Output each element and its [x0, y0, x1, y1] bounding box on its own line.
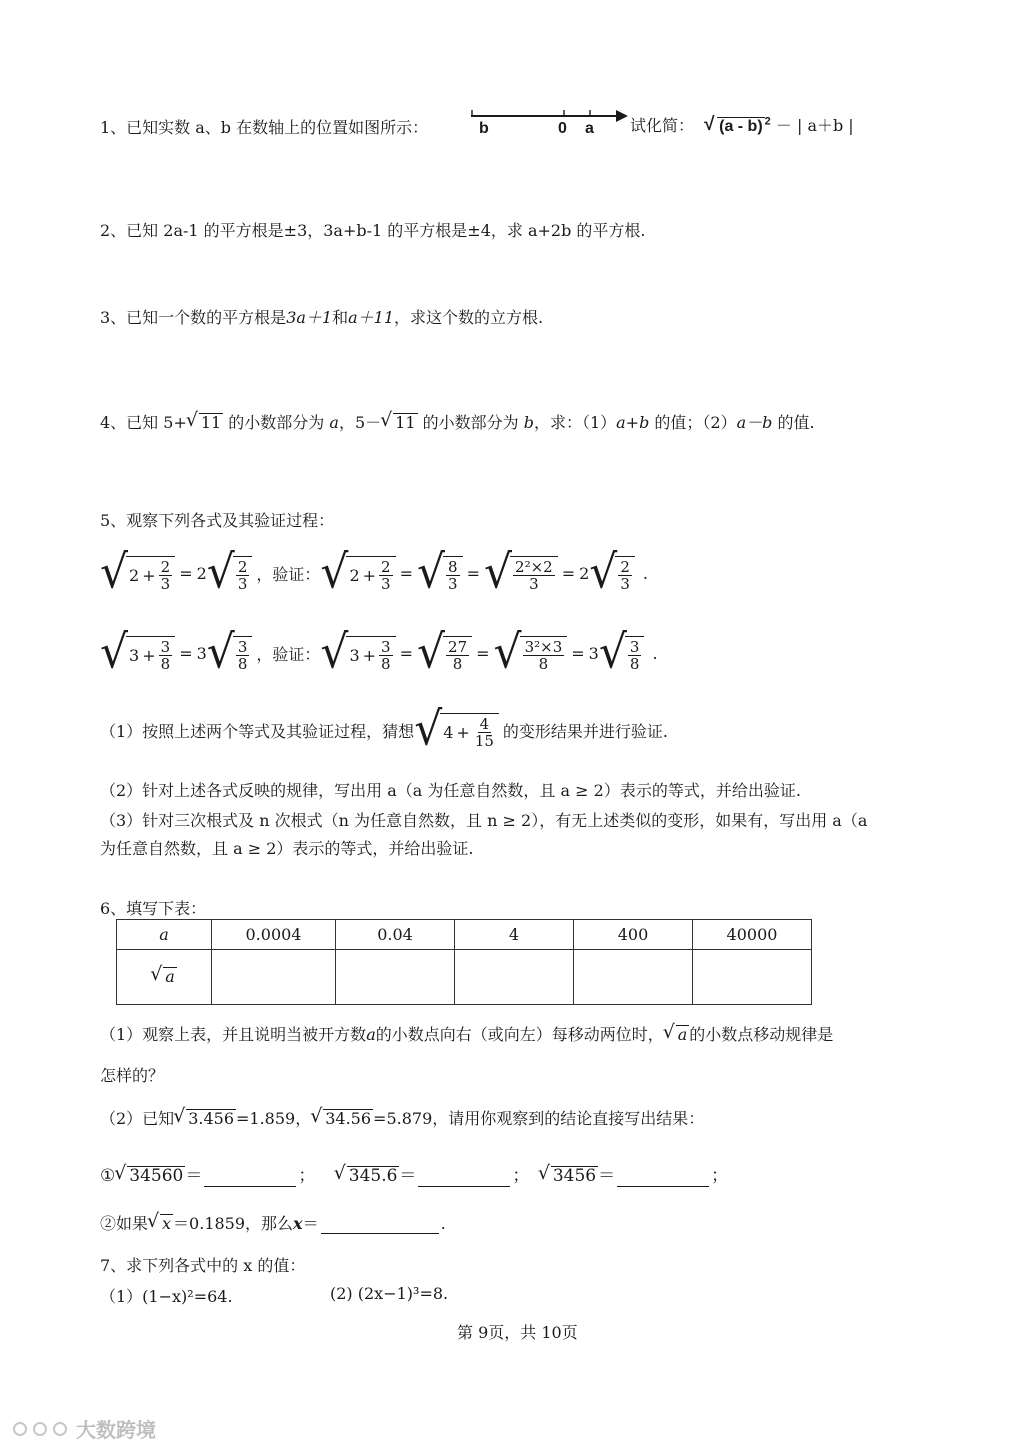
q4-radicand-1: 11 [200, 413, 222, 432]
table-cell: 40000 [693, 920, 812, 950]
expr-rest: － | a＋b | [775, 116, 854, 135]
q4-pre: 4、已知 5+ [100, 413, 187, 432]
q6-fill-2 [100, 1211, 446, 1234]
question-3-post: ，求这个数的立方根. [394, 308, 544, 327]
q5-l2-coef: 3 [196, 643, 207, 663]
q5-l1-rhs-den: 3 [237, 575, 248, 593]
expr-exponent: 2 [764, 115, 771, 128]
q6-c1-sqrt-1 [127, 1166, 185, 1187]
q6-p2-sqrt-2 [323, 1109, 373, 1128]
answer-blank-4[interactable] [321, 1215, 439, 1234]
q4-mid5: 的值；（2） [649, 413, 737, 432]
q5-p3b-text: 为任意自然数，且 a ≥ 2）表示的等式，并给出验证. [100, 839, 474, 858]
q6-c2-r: x [162, 1214, 172, 1233]
q5-l2-v3-num: 3²×3 [524, 637, 563, 656]
sqrt-a-minus-b [717, 117, 765, 136]
q6-part-2 [100, 1106, 704, 1129]
q5-l2-v4-den: 8 [629, 655, 640, 673]
q5-l1-v1: √ 2 + $\frac{2}{3}$ [320, 551, 395, 595]
q6-c1-semi-1: ； [298, 1166, 316, 1186]
q5-intro-text: 5、观察下列各式及其验证过程： [100, 511, 335, 530]
q6-c2-sqrt [160, 1214, 173, 1233]
question-4 [100, 410, 815, 433]
question-5-intro [100, 508, 334, 531]
q4-mid3: 的小数部分为 [417, 413, 524, 432]
q6-p1a-post: 的小数点移动规律是 [689, 1025, 834, 1044]
table-head-sqrt-a [117, 950, 212, 1005]
table-cell-blank [693, 950, 812, 1005]
q5-l1-whole: 2 [129, 566, 140, 585]
q5-p2-text: （2）针对上述各式反映的规律，写出用 a（a 为任意自然数，且 a ≥ 2）表示的等式，并给出验证. [100, 781, 801, 800]
table-row [117, 920, 812, 950]
q6-p1a-mid: 的小数点向右（或向左）每移动两位时， [375, 1025, 664, 1044]
axis-label-b: b [479, 120, 489, 137]
q5-p1-den: 15 [474, 732, 494, 750]
q7-p1-text: （1）(1−x)²=64. [100, 1287, 233, 1306]
question-3-expr-2: a＋11 [348, 308, 395, 327]
q5-p1-radical: √ 4 + $\frac{4}{15}$ [414, 708, 499, 752]
table-head-a: a [117, 920, 212, 950]
q6-c1-mark: ① [100, 1166, 116, 1186]
q6-p2-v1: =1.859 [236, 1109, 296, 1128]
question-1-text: 1、已知实数 a、b 在数轴上的位置如图所示： [100, 118, 429, 137]
question-1 [100, 115, 428, 138]
q6-c1-eq-3: ＝ [598, 1166, 616, 1186]
q6-p2-r1: 3.456 [188, 1109, 234, 1128]
q5-l2-rhs-num: 3 [237, 637, 248, 656]
q6-c2-x: x [293, 1214, 303, 1233]
watermark-logo-icon [12, 1417, 70, 1441]
expr-inner: (a - b) [719, 118, 763, 135]
q5-part-3a [100, 808, 867, 831]
table-cell-blank [212, 950, 336, 1005]
sqrt-11-b [393, 413, 417, 432]
q6-p1a-pre: （1）观察上表，并且说明当被开方数 [100, 1025, 367, 1044]
q6-c1-eq-2: ＝ [399, 1166, 417, 1186]
q5-l1-v3-den: 3 [529, 575, 539, 593]
q6-c1-semi-2: ； [512, 1166, 530, 1186]
q4-mid1: 的小数部分为 [223, 413, 330, 432]
q5-l1-v2-den: 3 [448, 575, 458, 593]
question-6-intro [100, 896, 206, 919]
sqrt-11-a [199, 413, 223, 432]
q5-p1-whole: 4 [443, 723, 454, 742]
q5-equation-1: √ 2 + $\frac{2}{3}$ = 2 √ $\frac{2}{3}$ ，验证： √ 2 + $\frac{2}{3}$ = √ $\frac{8}{3}$ = √ $\frac{\text{2²×2}}{3}$ = 2 √ $\frac{2}{3}$ . [100, 545, 648, 600]
q4-mid2: ，5－ [338, 413, 382, 432]
q5-p3a-text: （3）针对三次根式及 n 次根式（n 为任意自然数，且 n ≥ 2），有无上述类似的变形，如果有，写出用 a（a [100, 811, 868, 830]
q5-l2-v1-den: 8 [381, 655, 391, 673]
q4-var-b: b [523, 413, 534, 432]
question-3-expr-1: 3a＋1 [286, 308, 333, 327]
q5-l1-v2: √ $\frac{8}{3}$ [417, 551, 463, 595]
q5-p1-post: 的变形结果并进行验证. [502, 721, 669, 741]
q7-p2-text: (2) (2x−1)³=8. [330, 1284, 449, 1303]
q7-intro-text: 7、求下列各式中的 x 的值： [100, 1256, 306, 1275]
sqrt-a-var: a [165, 967, 175, 987]
table-cell: 0.0004 [212, 920, 336, 950]
q6-fill-1 [100, 1161, 728, 1187]
q6-c1-sqrt-3 [551, 1166, 598, 1187]
q5-l1-lhs: √ 2 + $\frac{2}{3}$ [100, 551, 175, 595]
q5-l1-v4-num: 2 [620, 557, 630, 576]
q5-l2-verify: ，验证： [256, 644, 321, 664]
question-3-pre: 3、已知一个数的平方根是 [100, 308, 287, 327]
table-cell: 400 [574, 920, 693, 950]
table-cell-blank [336, 950, 455, 1005]
q6-p2-pre: （2）已知 [100, 1109, 175, 1128]
q5-l1-den: 3 [160, 575, 171, 593]
question-1-tail: 试化简： [630, 116, 695, 135]
question-3 [100, 305, 543, 328]
q5-l2-v1: √ 3 + $\frac{3}{8}$ [320, 631, 395, 675]
q4-mid4: ，求：（1） [533, 413, 617, 432]
q5-l2-v4-num: 3 [629, 637, 640, 656]
q7-part-1 [100, 1284, 233, 1307]
q5-p1-num: 4 [479, 714, 490, 733]
table-cell-blank [455, 950, 574, 1005]
q4-end: 的值. [772, 413, 815, 432]
answer-blank-3[interactable] [617, 1168, 709, 1187]
q5-equation-2: √ 3 + $\frac{3}{8}$ = 3 √ $\frac{3}{8}$ ，验证： √ 3 + $\frac{3}{8}$ = √ $\frac{27}{8}$ = √ $\frac{\text{3²×3}}{8}$ = 3 √ $\frac{3}{8}$ . [100, 625, 658, 680]
q6-c2-pre: ②如果 [100, 1214, 149, 1233]
number-line [468, 104, 630, 140]
q5-l2-rhs: √ $\frac{3}{8}$ [207, 631, 253, 675]
q5-l2-v2-num: 27 [448, 637, 468, 656]
page-number: 第 9页，共 10页 [457, 1323, 578, 1342]
q5-l2-num: 3 [160, 637, 171, 656]
q6-table [116, 919, 812, 1005]
q5-l1-verify: ，验证： [256, 564, 321, 584]
q5-l1-num: 2 [160, 557, 171, 576]
axis-label-0: 0 [558, 120, 567, 137]
q5-l1-v3-num: 2²×2 [515, 557, 553, 576]
table-cell: 4 [455, 920, 574, 950]
q6-p1b-text: 怎样的？ [100, 1066, 165, 1085]
q6-c2-end: . [440, 1214, 446, 1233]
question-2-text: 2、已知 2a-1 的平方根是±3，3a+b-1 的平方根是±4，求 a+2b 的平方根. [100, 221, 646, 240]
q6-p2-post: ，请用你观察到的结论直接写出结果： [432, 1109, 705, 1128]
question-2 [100, 218, 646, 241]
q5-l2-rhs-den: 8 [237, 655, 248, 673]
q4-a-minus-b: a－b [736, 413, 773, 432]
q5-l1-v4-coef: 2 [579, 563, 590, 583]
q6-p2-v2: =5.879 [373, 1109, 433, 1128]
q5-part-3b [100, 836, 473, 859]
question-1-expression [630, 113, 854, 136]
q6-p2-sqrt-1 [186, 1109, 236, 1128]
q5-l1-v1-den: 3 [381, 575, 391, 593]
axis-label-a: a [585, 120, 594, 137]
page-footer [457, 1320, 578, 1343]
q5-l2-v3-den: 8 [538, 655, 549, 673]
q6-c2-mid: ＝0.1859，那么 [173, 1214, 294, 1233]
q6-c1-r3: 3456 [552, 1166, 597, 1186]
q5-l2-v2: √ $\frac{27}{8}$ [417, 631, 472, 675]
q5-l2-v1-num: 3 [381, 637, 391, 656]
q6-p2-r2: 34.56 [325, 1109, 372, 1128]
q5-part-1 [100, 704, 668, 756]
q4-radicand-2: 11 [395, 413, 416, 432]
q5-l2-v1-whole: 3 [349, 646, 360, 665]
q6-c1-eq-1: ＝ [185, 1166, 203, 1186]
q6-part-1a [100, 1022, 833, 1045]
q7-part-2 [330, 1284, 448, 1303]
q6-c1-r1: 34560 [129, 1166, 184, 1186]
q5-l2-v2-den: 8 [452, 655, 463, 673]
question-7-intro [100, 1253, 305, 1276]
q5-l1-rhs-num: 2 [237, 557, 248, 576]
q5-l1-frac [159, 559, 173, 593]
table-row [117, 950, 812, 1005]
q5-l2-v4-coef: 3 [588, 643, 599, 663]
watermark-text: 大数跨境 [76, 1418, 156, 1442]
answer-blank-2[interactable] [418, 1168, 510, 1187]
q6-c2-eq: ＝ [302, 1214, 319, 1233]
q5-l1-coef: 2 [196, 563, 207, 583]
q6-p1a-rad: a [677, 1025, 688, 1044]
q5-l1-v1-whole: 2 [349, 566, 360, 585]
q6-p1a-var: a [366, 1025, 376, 1044]
q4-a-plus-b: a+b [616, 413, 650, 432]
q6-c1-semi-3: ； [711, 1166, 729, 1186]
q5-l1-v4-den: 3 [620, 575, 630, 593]
q5-l1-v4: √ $\frac{2}{3}$ [589, 551, 635, 595]
q5-part-2 [100, 778, 801, 801]
q5-l2-den: 8 [160, 655, 171, 673]
question-3-mid: 和 [332, 308, 349, 327]
watermark [12, 1414, 156, 1443]
q5-l1-rhs: √ $\frac{2}{3}$ [207, 551, 253, 595]
answer-blank-1[interactable] [204, 1168, 296, 1187]
q6-p2-sep: ， [295, 1109, 312, 1128]
table-cell-blank [574, 950, 693, 1005]
sqrt-a [163, 967, 177, 986]
q5-l2-whole: 3 [129, 646, 140, 665]
q6-part-1b [100, 1063, 164, 1086]
q5-l2-dot: . [652, 643, 658, 663]
q5-l2-v4: √ $\frac{3}{8}$ [599, 631, 645, 675]
q4-var-a: a [329, 413, 339, 432]
table-cell: 0.04 [336, 920, 455, 950]
q5-l2-lhs: √ 3 + $\frac{3}{8}$ [100, 631, 175, 675]
q6-c1-r2: 345.6 [348, 1166, 398, 1186]
q5-l1-dot: . [642, 563, 648, 583]
number-line-graphic [468, 104, 630, 140]
q5-l2-v3: √ $\frac{\text{3²×3}}{8}$ [494, 631, 568, 675]
q6-intro-text: 6、填写下表： [100, 899, 207, 918]
q6-p1a-sqrt [676, 1025, 690, 1044]
q6-c1-sqrt-2 [347, 1166, 400, 1187]
q5-l1-v1-num: 2 [381, 557, 391, 576]
q5-l1-v2-num: 8 [448, 557, 458, 576]
q5-p1-pre: （1）按照上述两个等式及其验证过程，猜想 [100, 721, 415, 741]
q5-l1-v3: √ $\frac{\text{2²×2}}{3}$ [484, 551, 558, 595]
